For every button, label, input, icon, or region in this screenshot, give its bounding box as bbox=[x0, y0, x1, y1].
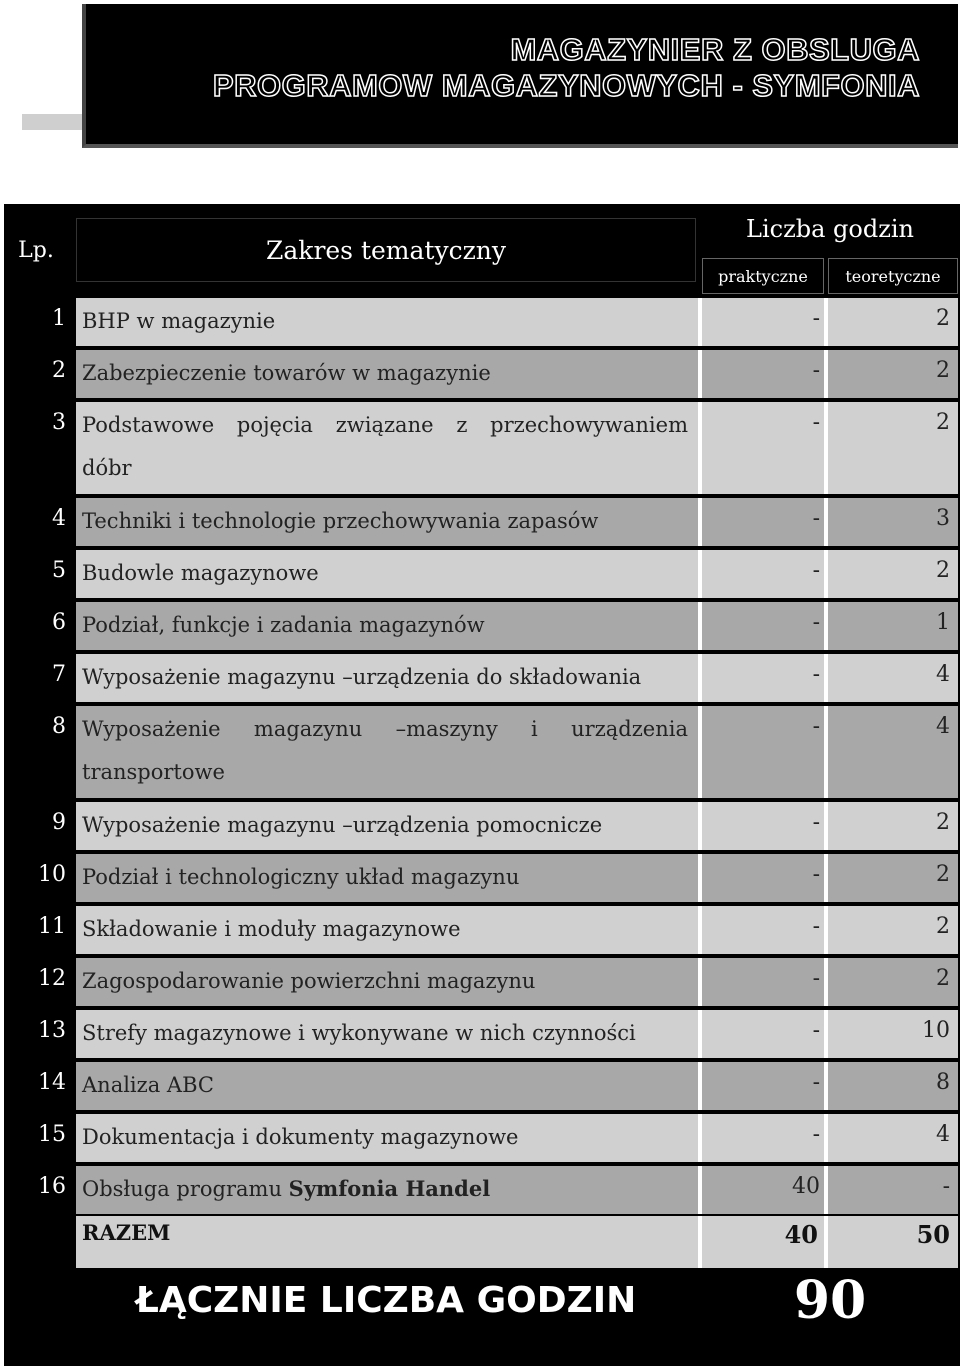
row-number: 5 bbox=[52, 558, 66, 583]
row-topic bbox=[82, 550, 688, 596]
row-topic bbox=[82, 402, 688, 448]
row-topic-text: Strefy magazynowe i wykonywane w nich czynności bbox=[82, 1021, 636, 1045]
row-topic-text: Podział, funkcje i zadania magazynów bbox=[82, 613, 485, 637]
row-teoretyczne: 2 bbox=[936, 410, 950, 435]
row-praktyczne: - bbox=[812, 810, 820, 835]
row-number: 3 bbox=[52, 410, 66, 435]
row-praktyczne: - bbox=[812, 410, 820, 435]
row-topic-text: Podstawowe pojęcia związane z przechowywaniem bbox=[82, 413, 688, 437]
row-number: 15 bbox=[38, 1122, 66, 1147]
row-praktyczne: - bbox=[812, 1122, 820, 1147]
row-topic-continuation: transportowe bbox=[82, 760, 225, 784]
row-topic bbox=[82, 1114, 688, 1160]
row-topic-text: Wyposażenie magazynu –maszyny i urządzenia bbox=[82, 717, 688, 741]
row-topic bbox=[82, 706, 688, 752]
row-number: 7 bbox=[52, 662, 66, 687]
row-topic-text: BHP w magazynie bbox=[82, 309, 276, 333]
row-teoretyczne: 4 bbox=[936, 1122, 950, 1147]
row-topic-text: Techniki i technologie przechowywania zapasów bbox=[82, 509, 599, 533]
row-topic bbox=[82, 1062, 688, 1108]
total-hours-label: ŁĄCZNIE LICZBA GODZIN bbox=[135, 1280, 637, 1321]
row-topic-text: Zagospodarowanie powierzchni magazynu bbox=[82, 969, 536, 993]
row-topic-text: Analiza ABC bbox=[82, 1073, 214, 1097]
razem-label: RAZEM bbox=[82, 1220, 171, 1245]
row-number: 13 bbox=[38, 1018, 66, 1043]
row-topic bbox=[82, 958, 688, 1004]
row-number: 16 bbox=[38, 1174, 66, 1199]
title-line-2: PROGRAMOW MAGAZYNOWYCH - SYMFONIA bbox=[212, 68, 920, 103]
row-topic bbox=[82, 602, 688, 648]
row-topic-text: Wyposażenie magazynu –urządzenia pomocnicze bbox=[82, 813, 603, 837]
row-teoretyczne: 2 bbox=[936, 914, 950, 939]
row-praktyczne: - bbox=[812, 914, 820, 939]
row-praktyczne: - bbox=[812, 506, 820, 531]
row-praktyczne: - bbox=[812, 662, 820, 687]
row-number: 14 bbox=[38, 1070, 66, 1095]
row-teoretyczne: 2 bbox=[936, 358, 950, 383]
row-topic-text: Podział i technologiczny układ magazynu bbox=[82, 865, 520, 889]
row-number: 10 bbox=[38, 862, 66, 887]
row-praktyczne: - bbox=[812, 714, 820, 739]
row-praktyczne: - bbox=[812, 966, 820, 991]
row-praktyczne: 40 bbox=[792, 1174, 820, 1199]
row-teoretyczne: 10 bbox=[922, 1018, 950, 1043]
row-topic bbox=[82, 498, 688, 544]
row-topic-text: Zabezpieczenie towarów w magazynie bbox=[82, 361, 491, 385]
row-topic-text: Dokumentacja i dokumenty magazynowe bbox=[82, 1125, 519, 1149]
header-teoretyczne: teoretyczne bbox=[828, 258, 958, 294]
row-number: 1 bbox=[52, 306, 66, 331]
row-praktyczne: - bbox=[812, 558, 820, 583]
header-zakres: Zakres tematyczny bbox=[76, 218, 696, 282]
row-topic-text: Składowanie i moduły magazynowe bbox=[82, 917, 461, 941]
row-topic bbox=[82, 854, 688, 900]
razem-praktyczne: 40 bbox=[784, 1220, 818, 1249]
row-topic bbox=[82, 298, 688, 344]
row-number: 9 bbox=[52, 810, 66, 835]
row-teoretyczne: 8 bbox=[936, 1070, 950, 1095]
title-line-1: MAGAZYNIER Z OBSLUGA bbox=[510, 32, 920, 67]
row-teoretyczne: 4 bbox=[936, 714, 950, 739]
row-topic-text: Budowle magazynowe bbox=[82, 561, 319, 585]
row-teoretyczne: 1 bbox=[936, 610, 950, 635]
row-topic bbox=[82, 350, 688, 396]
row-teoretyczne: 3 bbox=[936, 506, 950, 531]
title-banner bbox=[82, 4, 958, 148]
row-number: 12 bbox=[38, 966, 66, 991]
row-teoretyczne: 2 bbox=[936, 306, 950, 331]
row-praktyczne: - bbox=[812, 1018, 820, 1043]
row-praktyczne: - bbox=[812, 1070, 820, 1095]
row-teoretyczne: 4 bbox=[936, 662, 950, 687]
row-topic-bold: Symfonia Handel bbox=[288, 1176, 491, 1201]
row-number: 11 bbox=[38, 914, 66, 939]
row-praktyczne: - bbox=[812, 306, 820, 331]
row-topic-continuation: dóbr bbox=[82, 456, 132, 480]
row-topic bbox=[82, 802, 688, 848]
row-teoretyczne: 2 bbox=[936, 810, 950, 835]
razem-teoretyczne: 50 bbox=[916, 1220, 950, 1249]
row-topic bbox=[82, 1166, 688, 1212]
row-teoretyczne: 2 bbox=[936, 558, 950, 583]
row-number: 6 bbox=[52, 610, 66, 635]
row-teoretyczne: 2 bbox=[936, 966, 950, 991]
row-praktyczne: - bbox=[812, 610, 820, 635]
row-topic-text: Obsługa programu bbox=[82, 1177, 289, 1201]
header-liczba-godzin: Liczba godzin bbox=[746, 215, 914, 243]
header-lp: Lp. bbox=[18, 237, 54, 263]
row-number: 2 bbox=[52, 358, 66, 383]
row-topic bbox=[82, 906, 688, 952]
row-praktyczne: - bbox=[812, 358, 820, 383]
row-topic bbox=[82, 1010, 688, 1056]
row-topic-text: Wyposażenie magazynu –urządzenia do składowania bbox=[82, 665, 642, 689]
row-praktyczne: - bbox=[812, 862, 820, 887]
row-teoretyczne: 2 bbox=[936, 862, 950, 887]
row-topic bbox=[82, 654, 688, 700]
row-teoretyczne: - bbox=[942, 1174, 950, 1199]
row-number: 4 bbox=[52, 506, 66, 531]
header-praktyczne: praktyczne bbox=[702, 258, 824, 294]
total-hours-value: 90 bbox=[793, 1270, 867, 1331]
row-number: 8 bbox=[52, 714, 66, 739]
